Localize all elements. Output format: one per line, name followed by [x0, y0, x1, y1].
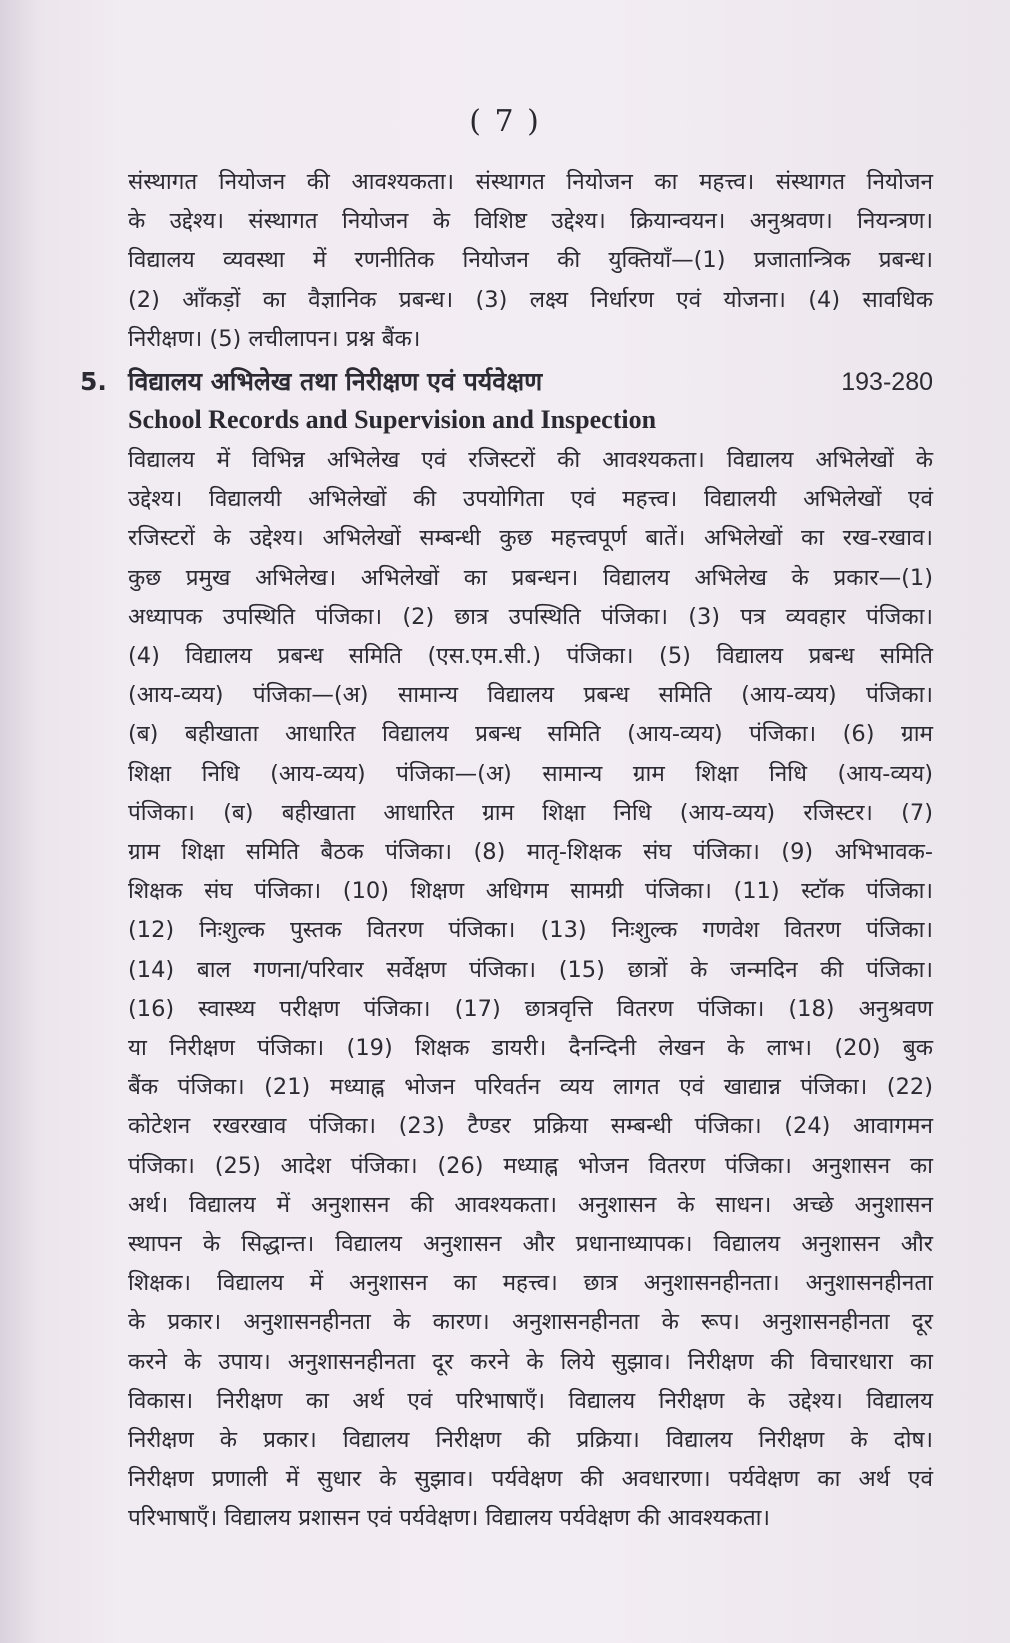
text-line: कोटेशन रखरखाव पंजिका। (23) टैण्डर प्रक्रिया सम्बन्धी पंजिका। (24) आवागमन	[128, 1113, 933, 1140]
text-line: संस्थागत नियोजन की आवश्यकता। संस्थागत नियोजन का महत्त्व। संस्थागत नियोजन	[128, 169, 933, 195]
chapter-contents-paragraph	[128, 441, 933, 1539]
text-line: शिक्षा निधि (आय-व्यय) पंजिका—(अ) सामान्य ग्राम शिक्षा निधि (आय-व्यय)	[128, 760, 933, 787]
text-line: (14) बाल गणना/परिवार सर्वेक्षण पंजिका। (15) छात्रों के जन्मदिन की पंजिका।	[128, 956, 933, 983]
text-line: पंजिका। (ब) बहीखाता आधारित ग्राम शिक्षा निधि (आय-व्यय) रजिस्टर। (7)	[128, 799, 933, 826]
chapter-page-range: 193-280	[841, 368, 933, 396]
text-line: शिक्षक संघ पंजिका। (10) शिक्षण अधिगम सामग्री पंजिका। (11) स्टॉक पंजिका।	[128, 878, 933, 905]
text-line: (16) स्वास्थ्य परीक्षण पंजिका। (17) छात्रवृत्ति वितरण पंजिका। (18) अनुश्रवण	[128, 995, 933, 1022]
text-line: अर्थ। विद्यालय में अनुशासन की आवश्यकता। अनुशासन के साधन। अच्छे अनुशासन	[128, 1191, 933, 1218]
text-line: कुछ प्रमुख अभिलेख। अभिलेखों का प्रबन्धन। विद्यालय अभिलेख के प्रकार—(1)	[128, 564, 933, 591]
text-line: या निरीक्षण पंजिका। (19) शिक्षक डायरी। दैनन्दिनी लेखन के लाभ। (20) बुक	[128, 1035, 933, 1062]
chapter-heading	[80, 362, 933, 402]
text-line: (12) निःशुल्क पुस्तक वितरण पंजिका। (13) निःशुल्क गणवेश वितरण पंजिका।	[128, 917, 933, 944]
text-line: के उद्देश्य। संस्थागत नियोजन के विशिष्ट उद्देश्य। क्रियान्वयन। अनुश्रवण। नियन्त्रण।	[128, 208, 933, 235]
page-number: ( 7 )	[469, 104, 541, 139]
text-line: बैंक पंजिका। (21) मध्याह्न भोजन परिवर्तन व्यय लागत एवं खाद्यान्न पंजिका। (22)	[128, 1074, 933, 1101]
text-line: (आय-व्यय) पंजिका—(अ) सामान्य विद्यालय प्रबन्ध समिति (आय-व्यय) पंजिका।	[128, 682, 933, 709]
text-line: (ब) बहीखाता आधारित विद्यालय प्रबन्ध समिति (आय-व्यय) पंजिका। (6) ग्राम	[128, 721, 933, 748]
intro-paragraph	[128, 163, 933, 359]
text-line: परिभाषाएँ। विद्यालय प्रशासन एवं पर्यवेक्षण। विद्यालय पर्यवेक्षण की आवश्यकता।	[128, 1505, 771, 1532]
text-line: विद्यालय में विभिन्न अभिलेख एवं रजिस्टरों की आवश्यकता। विद्यालय अभिलेखों के	[128, 447, 933, 473]
chapter-number: 5.	[80, 367, 107, 396]
text-line: (2) आँकड़ों का वैज्ञानिक प्रबन्ध। (3) लक्ष्य निर्धारण एवं योजना। (4) सावधिक	[128, 286, 933, 313]
text-line: निरीक्षण के प्रकार। विद्यालय निरीक्षण की प्रक्रिया। विद्यालय निरीक्षण के दोष।	[128, 1427, 933, 1454]
text-line: के प्रकार। अनुशासनहीनता के कारण। अनुशासनहीनता के रूप। अनुशासनहीनता दूर	[128, 1309, 933, 1336]
text-line: उद्देश्य। विद्यालयी अभिलेखों की उपयोगिता एवं महत्त्व। विद्यालयी अभिलेखों एवं	[128, 486, 933, 513]
chapter-title-english: School Records and Supervision and Inspection	[128, 405, 657, 434]
text-line: ग्राम शिक्षा समिति बैठक पंजिका। (8) मातृ-शिक्षक संघ पंजिका। (9) अभिभावक-	[128, 839, 933, 866]
text-line: विकास। निरीक्षण का अर्थ एवं परिभाषाएँ। विद्यालय निरीक्षण के उद्देश्य। विद्यालय	[128, 1387, 933, 1414]
text-line: (4) विद्यालय प्रबन्ध समिति (एस.एम.सी.) पंजिका। (5) विद्यालय प्रबन्ध समिति	[128, 643, 933, 670]
page-binding-shadow	[0, 0, 40, 1643]
text-line: अध्यापक उपस्थिति पंजिका। (2) छात्र उपस्थिति पंजिका। (3) पत्र व्यवहार पंजिका।	[128, 603, 933, 630]
text-line: करने के उपाय। अनुशासनहीनता दूर करने के लिये सुझाव। निरीक्षण की विचारधारा का	[128, 1348, 933, 1375]
text-line: स्थापन के सिद्धान्त। विद्यालय अनुशासन और प्रधानाध्यापक। विद्यालय अनुशासन और	[128, 1231, 933, 1258]
text-line: निरीक्षण प्रणाली में सुधार के सुझाव। पर्यवेक्षण की अवधारणा। पर्यवेक्षण का अर्थ एवं	[128, 1466, 933, 1493]
text-line: शिक्षक। विद्यालय में अनुशासन का महत्त्व। छात्र अनुशासनहीनता। अनुशासनहीनता	[128, 1270, 933, 1297]
text-line: रजिस्टरों के उद्देश्य। अभिलेखों सम्बन्धी कुछ महत्त्वपूर्ण बातें। अभिलेखों का रख-रखाव।	[128, 525, 933, 552]
text-line: पंजिका। (25) आदेश पंजिका। (26) मध्याह्न भोजन वितरण पंजिका। अनुशासन का	[128, 1152, 933, 1179]
text-line: विद्यालय व्यवस्था में रणनीतिक नियोजन की युक्तियाँ—(1) प्रजातान्त्रिक प्रबन्ध।	[128, 247, 933, 274]
text-line: निरीक्षण। (5) लचीलापन। प्रश्न बैंक।	[128, 325, 421, 352]
chapter-title-hindi: विद्यालय अभिलेख तथा निरीक्षण एवं पर्यवेक्षण	[128, 367, 543, 396]
